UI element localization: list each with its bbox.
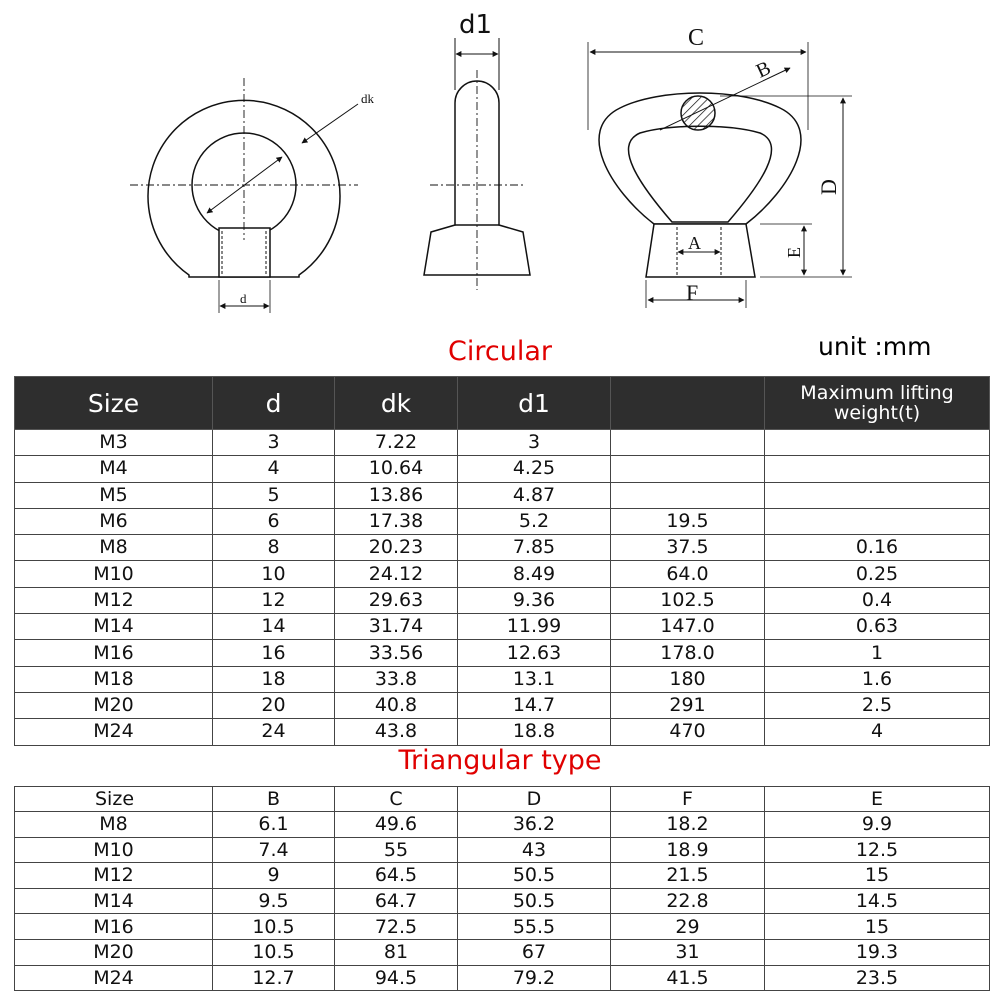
value-cell: [765, 482, 990, 508]
triangular-header-row: [15, 787, 990, 812]
size-cell: M24: [15, 719, 213, 745]
value-cell: 178.0: [611, 640, 765, 666]
value-cell: 12.5: [765, 837, 990, 863]
table-row: [15, 719, 990, 745]
size-cell: M10: [15, 561, 213, 587]
value-cell: [611, 482, 765, 508]
size-cell: M20: [15, 939, 213, 965]
f-dimension-label: F: [686, 280, 699, 305]
value-cell: [765, 430, 990, 456]
value-cell: 15: [765, 914, 990, 940]
table-row: [15, 939, 990, 965]
size-cell: M5: [15, 482, 213, 508]
value-cell: 6.1: [213, 812, 335, 838]
size-cell: M8: [15, 535, 213, 561]
size-cell: M10: [15, 837, 213, 863]
value-cell: 43: [458, 837, 611, 863]
circular-spec-table: [14, 376, 990, 746]
value-cell: 33.8: [335, 666, 458, 692]
triangular-spec-table: [14, 786, 990, 991]
value-cell: 22.8: [611, 888, 765, 914]
table-row: [15, 430, 990, 456]
value-cell: 5.2: [458, 508, 611, 534]
value-cell: 94.5: [335, 965, 458, 991]
value-cell: 10.64: [335, 456, 458, 482]
table-row: [15, 888, 990, 914]
value-cell: 9.9: [765, 812, 990, 838]
header-max-lifting-weight: Maximum lifting weight(t): [765, 377, 990, 430]
table-row: [15, 456, 990, 482]
size-cell: M4: [15, 456, 213, 482]
value-cell: 102.5: [611, 587, 765, 613]
value-cell: 13.1: [458, 666, 611, 692]
value-cell: 1: [765, 640, 990, 666]
value-cell: [765, 508, 990, 534]
header-b: B: [213, 787, 335, 812]
value-cell: 10: [213, 561, 335, 587]
value-cell: 0.25: [765, 561, 990, 587]
value-cell: 19.5: [611, 508, 765, 534]
value-cell: 24.12: [335, 561, 458, 587]
size-cell: M8: [15, 812, 213, 838]
value-cell: 291: [611, 692, 765, 718]
size-cell: M3: [15, 430, 213, 456]
value-cell: 7.22: [335, 430, 458, 456]
table-row: [15, 614, 990, 640]
header-d1: d1: [458, 377, 611, 430]
value-cell: 14.5: [765, 888, 990, 914]
value-cell: 3: [213, 430, 335, 456]
value-cell: 4: [765, 719, 990, 745]
triangular-section-title: Triangular type: [398, 745, 602, 776]
value-cell: 50.5: [458, 888, 611, 914]
value-cell: 9: [213, 863, 335, 889]
value-cell: 20: [213, 692, 335, 718]
d-dimension-label: d: [240, 291, 247, 306]
table-row: [15, 640, 990, 666]
value-cell: 18: [213, 666, 335, 692]
value-cell: 64.0: [611, 561, 765, 587]
value-cell: 29.63: [335, 587, 458, 613]
value-cell: 64.7: [335, 888, 458, 914]
value-cell: 37.5: [611, 535, 765, 561]
value-cell: [611, 456, 765, 482]
technical-drawings: [0, 0, 1000, 330]
value-cell: 13.86: [335, 482, 458, 508]
size-cell: M14: [15, 614, 213, 640]
value-cell: 7.85: [458, 535, 611, 561]
table-row: [15, 535, 990, 561]
value-cell: 55.5: [458, 914, 611, 940]
unit-label: unit :mm: [818, 332, 932, 361]
value-cell: 18.8: [458, 719, 611, 745]
size-cell: M16: [15, 640, 213, 666]
value-cell: 18.9: [611, 837, 765, 863]
value-cell: 24: [213, 719, 335, 745]
value-cell: 17.38: [335, 508, 458, 534]
value-cell: 8.49: [458, 561, 611, 587]
table-row: [15, 692, 990, 718]
value-cell: 81: [335, 939, 458, 965]
value-cell: 19.3: [765, 939, 990, 965]
value-cell: 79.2: [458, 965, 611, 991]
value-cell: 0.4: [765, 587, 990, 613]
size-cell: M16: [15, 914, 213, 940]
value-cell: 12.63: [458, 640, 611, 666]
header-size: Size: [15, 377, 213, 430]
value-cell: 0.16: [765, 535, 990, 561]
circular-header-row: [15, 377, 990, 430]
value-cell: [765, 456, 990, 482]
value-cell: 11.99: [458, 614, 611, 640]
d-height-label: D: [816, 179, 841, 195]
table-row: [15, 561, 990, 587]
side-view: [424, 38, 530, 290]
value-cell: 5: [213, 482, 335, 508]
value-cell: 10.5: [213, 939, 335, 965]
value-cell: 67: [458, 939, 611, 965]
a-dimension-label: A: [688, 233, 701, 253]
size-cell: M6: [15, 508, 213, 534]
value-cell: 147.0: [611, 614, 765, 640]
value-cell: 18.2: [611, 812, 765, 838]
header-blank: [611, 377, 765, 430]
value-cell: 180: [611, 666, 765, 692]
value-cell: 72.5: [335, 914, 458, 940]
table-row: [15, 837, 990, 863]
header-c: C: [335, 787, 458, 812]
value-cell: 55: [335, 837, 458, 863]
value-cell: 12: [213, 587, 335, 613]
value-cell: 15: [765, 863, 990, 889]
table-row: [15, 508, 990, 534]
table-row: [15, 587, 990, 613]
header-e: E: [765, 787, 990, 812]
value-cell: 12.7: [213, 965, 335, 991]
value-cell: 41.5: [611, 965, 765, 991]
table-row: [15, 914, 990, 940]
value-cell: 2.5: [765, 692, 990, 718]
header-size: Size: [15, 787, 213, 812]
value-cell: 21.5: [611, 863, 765, 889]
table-row: [15, 666, 990, 692]
value-cell: 6: [213, 508, 335, 534]
value-cell: 4.25: [458, 456, 611, 482]
value-cell: 3: [458, 430, 611, 456]
size-cell: M24: [15, 965, 213, 991]
table-row: [15, 482, 990, 508]
value-cell: 31: [611, 939, 765, 965]
value-cell: 0.63: [765, 614, 990, 640]
value-cell: 31.74: [335, 614, 458, 640]
header-d: D: [458, 787, 611, 812]
value-cell: 20.23: [335, 535, 458, 561]
d1-dimension-label: d1: [459, 10, 493, 40]
dk-dimension-label: dk: [361, 91, 374, 106]
table-row: [15, 812, 990, 838]
value-cell: 4.87: [458, 482, 611, 508]
triangular-view: [588, 42, 852, 308]
value-cell: 8: [213, 535, 335, 561]
value-cell: 33.56: [335, 640, 458, 666]
value-cell: 36.2: [458, 812, 611, 838]
size-cell: M12: [15, 587, 213, 613]
value-cell: 9.36: [458, 587, 611, 613]
value-cell: 1.6: [765, 666, 990, 692]
value-cell: 14: [213, 614, 335, 640]
circular-section-title: Circular: [448, 336, 552, 367]
size-cell: M20: [15, 692, 213, 718]
value-cell: 64.5: [335, 863, 458, 889]
value-cell: 10.5: [213, 914, 335, 940]
value-cell: 7.4: [213, 837, 335, 863]
table-row: [15, 863, 990, 889]
value-cell: 4: [213, 456, 335, 482]
c-dimension-label: C: [688, 25, 705, 51]
b-dimension-label: B: [752, 56, 775, 83]
value-cell: 50.5: [458, 863, 611, 889]
value-cell: 23.5: [765, 965, 990, 991]
table-row: [15, 965, 990, 991]
size-cell: M12: [15, 863, 213, 889]
value-cell: 470: [611, 719, 765, 745]
value-cell: 14.7: [458, 692, 611, 718]
value-cell: 43.8: [335, 719, 458, 745]
value-cell: 49.6: [335, 812, 458, 838]
value-cell: [611, 430, 765, 456]
header-f: F: [611, 787, 765, 812]
size-cell: M18: [15, 666, 213, 692]
value-cell: 9.5: [213, 888, 335, 914]
value-cell: 29: [611, 914, 765, 940]
e-dimension-label: E: [784, 247, 804, 258]
value-cell: 16: [213, 640, 335, 666]
header-d: d: [213, 377, 335, 430]
value-cell: 40.8: [335, 692, 458, 718]
header-dk: dk: [335, 377, 458, 430]
size-cell: M14: [15, 888, 213, 914]
circular-front-view: [130, 78, 358, 313]
